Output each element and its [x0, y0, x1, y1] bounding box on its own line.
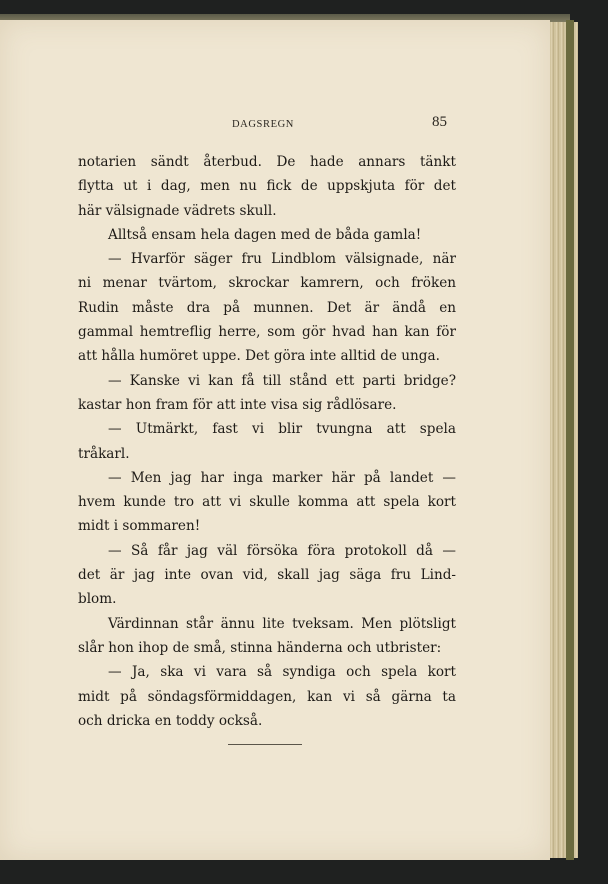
- paragraph: [78, 466, 456, 539]
- text-line: kastar hon fram för att inte visa sig rådlösare.: [78, 396, 397, 413]
- paragraph: [78, 660, 456, 733]
- text-line: — Hvarför säger fru Lindblom välsignade, när: [108, 251, 456, 268]
- text-line: det är jag inte ovan vid, skall jag säga fru Lind-: [78, 567, 456, 584]
- text-line: Värdinnan står ännu lite tveksam. Men plötsligt: [108, 615, 456, 632]
- book-cover-edge: [566, 20, 574, 860]
- text-line: flytta ut i dag, men nu fick de uppskjuta för det: [78, 178, 456, 195]
- text-line: slår hon ihop de små, stinna händerna och utbrister:: [78, 639, 442, 656]
- text-line: gammal hemtreflig herre, som gör hvad han kan för: [78, 324, 456, 341]
- text-line: hvem kunde tro att vi skulle komma att spela kort: [78, 494, 456, 511]
- section-end-rule: [228, 744, 302, 745]
- text-line: Rudin måste dra på munnen. Det är ändå en: [78, 299, 456, 316]
- text-line: ni menar tvärtom, skrockar kamrern, och fröken: [78, 275, 456, 292]
- text-line: — Men jag har inga marker här på landet —: [108, 469, 456, 486]
- paragraph: [78, 247, 456, 368]
- text-line: notarien sändt återbud. De hade annars tänkt: [78, 154, 456, 170]
- running-head: DAGSREGN: [232, 119, 294, 130]
- text-line: Alltså ensam hela dagen med de båda gamla!: [108, 226, 422, 243]
- text-line: blom.: [78, 591, 117, 608]
- text-line: här välsignade vädrets skull.: [78, 202, 277, 219]
- text-line: — Så får jag väl försöka föra protokoll då —: [108, 542, 456, 559]
- paragraph: [78, 223, 456, 247]
- text-line: — Ja, ska vi vara så syndiga och spela kort: [108, 664, 456, 681]
- text-line: och dricka en toddy också.: [78, 712, 263, 729]
- text-line: midt i sommaren!: [78, 518, 201, 535]
- body-text: [78, 150, 456, 733]
- text-line: — Utmärkt, fast vi blir tvungna att spela: [108, 421, 456, 438]
- text-line: midt på söndagsförmiddagen, kan vi så gärna ta: [78, 688, 456, 705]
- paragraph: [78, 150, 456, 223]
- text-line: — Kanske vi kan få till stånd ett parti bridge?: [108, 372, 456, 389]
- paragraph: [78, 369, 456, 418]
- text-line: att hålla humöret uppe. Det göra inte alltid de unga.: [78, 348, 440, 365]
- paragraph: [78, 612, 456, 661]
- text-line: tråkarl.: [78, 445, 130, 462]
- paragraph: [78, 417, 456, 466]
- paragraph: [78, 539, 456, 612]
- page-number: 85: [432, 114, 447, 130]
